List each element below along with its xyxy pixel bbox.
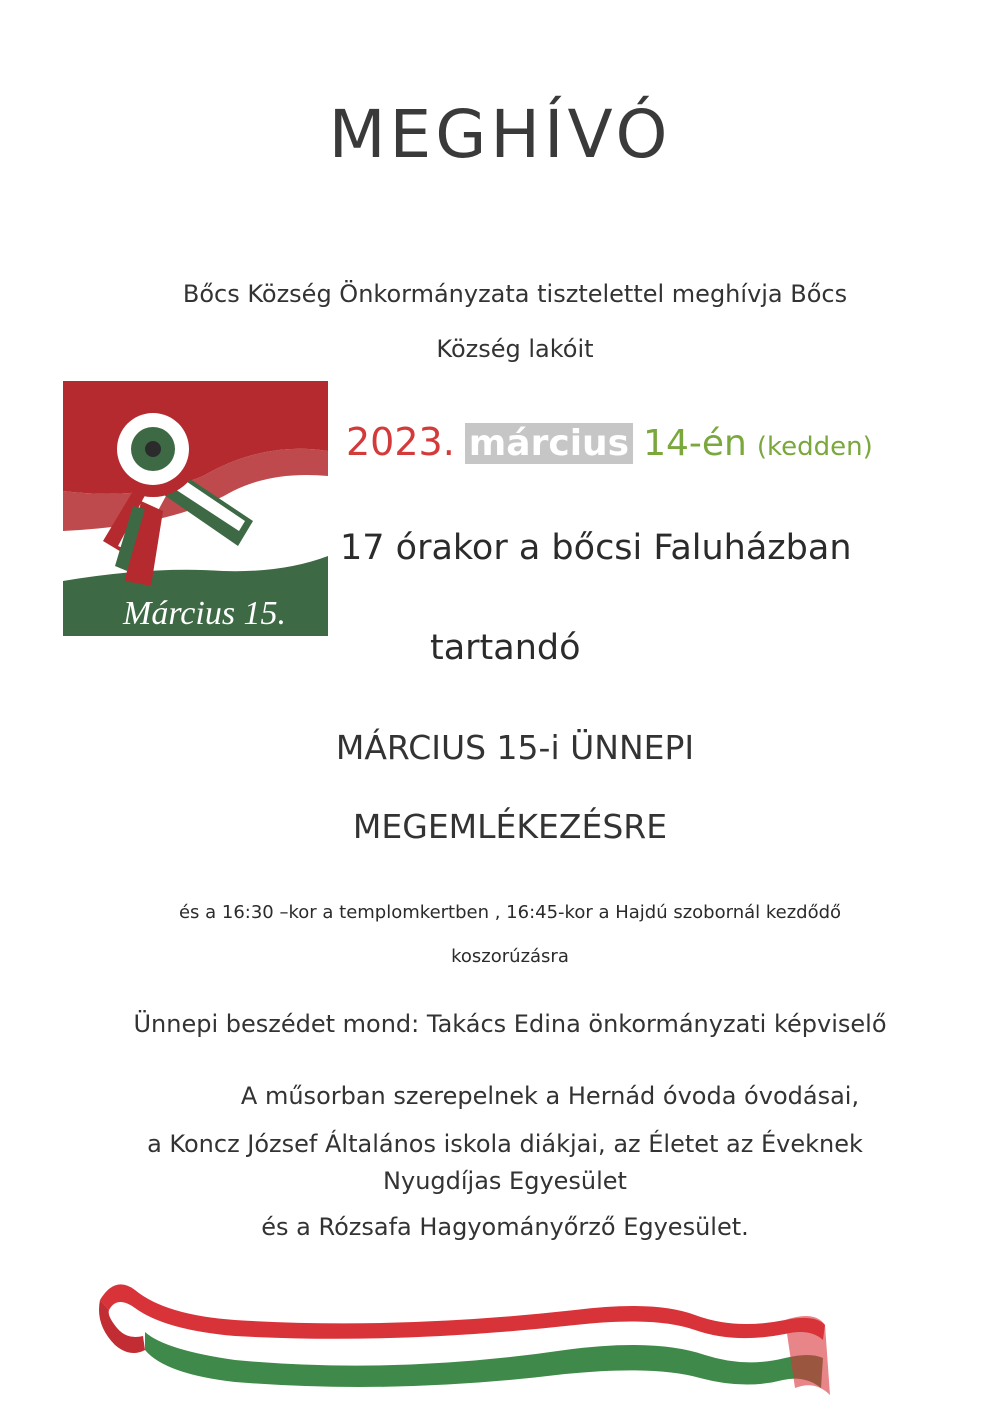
intro-line-1: Bőcs Község Önkormányzata tisztelettel meghívja Bőcs [182,280,848,308]
program-line-2: a Koncz József Általános iskola diákjai, az Életet az Éveknek [147,1130,863,1158]
date-line [346,420,873,472]
wreath-line-2: koszorúzásra [451,946,569,967]
speech-line: Ünnepi beszédet mond: Takács Edina önkormányzati képviselő [133,1010,887,1038]
ribbon-right-fold [785,1316,830,1395]
ribbon-illustration [95,1270,830,1400]
event-title-line-1: MÁRCIUS 15-i ÜNNEPI [335,728,695,767]
ribbon-green-band [145,1332,823,1388]
intro-line-2: Község lakóit [436,335,594,363]
date-month: március [465,423,633,464]
held-label: tartandó [430,628,581,668]
date-weekday: (kedden) [756,432,873,462]
date-day: 14-én [643,423,747,464]
tricolor-ribbon [95,1270,830,1400]
cockade-image [63,381,328,636]
page-title: MEGHÍVÓ [328,96,672,173]
time-place: 17 órakor a bőcsi Faluházban [340,528,852,568]
ribbon-red-band [100,1284,825,1340]
cockade-illustration [63,381,328,636]
date-year: 2023. [346,420,455,464]
cockade-caption: Március 15. [123,595,287,632]
wreath-line-1: és a 16:30 –kor a templomkertben , 16:45-kor a Hajdú szobornál kezdődő [178,902,842,923]
program-line-3: Nyugdíjas Egyesület [383,1167,627,1195]
program-line-4: és a Rózsafa Hagyományőrző Egyesület. [261,1213,749,1241]
event-title-line-2: MEGEMLÉKEZÉSRE [352,807,668,846]
program-line-1: A műsorban szerepelnek a Hernád óvoda óvodásai, [240,1082,860,1110]
rosette-center [145,441,161,457]
